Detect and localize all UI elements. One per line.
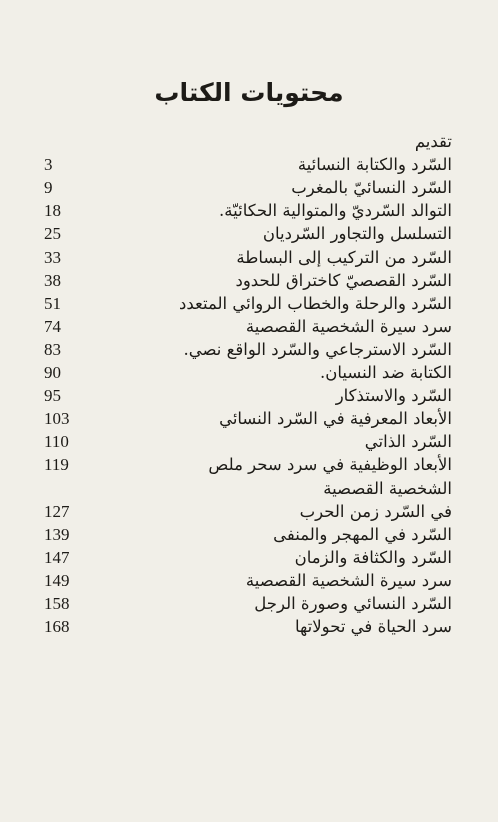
toc-entry-title: الأبعاد المعرفية في السّرد النسائي [219,409,452,429]
toc-page-number: 9 [44,178,53,198]
toc-entry-title: السّرد والكثافة والزمان [294,547,452,567]
toc-row [44,338,452,361]
toc-entry-title: تقديم [414,132,452,152]
toc-entry-title: السّرد والاستذكار [335,386,452,406]
toc-entry-title: في السّرد زمن الحرب [299,501,452,521]
toc-row [44,315,452,338]
toc-row [44,361,452,384]
toc-row [44,569,452,592]
toc-row [44,615,452,638]
toc-row [44,269,452,292]
toc-entry-title: التوالد السّرديّ والمتوالية الحكائيّة. [219,201,452,221]
toc-page-number: 168 [44,617,70,637]
toc-entry-title: التسلسل والتجاور السّرديان [262,224,452,244]
toc-row [44,407,452,430]
toc-page-number: 103 [44,409,70,429]
toc-row [44,199,452,222]
toc-page-number: 95 [44,386,61,406]
toc-page-number: 90 [44,363,61,383]
toc-entry-title: السّرد والكتابة النسائية [297,155,452,175]
toc-page-number: 3 [44,155,53,175]
toc-page-number: 149 [44,570,70,590]
toc-row [44,384,452,407]
toc-entry-title: السّرد والرحلة والخطاب الروائي المتعدد [179,293,452,313]
toc-page-number: 139 [44,524,70,544]
page-title: محتويات الكتاب [154,78,344,107]
toc-entry-title: الشخصية القصصية [323,478,452,498]
toc-entry-title: الأبعاد الوظيفية في سرد سحر ملص [208,455,452,475]
toc-row [44,430,452,453]
toc-row [44,546,452,569]
toc-entry-title: سرد سيرة الشخصية القصصية [245,570,452,590]
toc-page-number: 147 [44,547,70,567]
toc-row [44,245,452,268]
toc-page-number: 18 [44,201,61,221]
toc-row [44,453,452,476]
toc-page-number: 38 [44,270,61,290]
toc-row [44,153,452,176]
toc-page-number: 33 [44,247,61,267]
toc-row [44,222,452,245]
toc-row [44,523,452,546]
toc-page-number: 110 [44,432,69,452]
toc-page-number: 158 [44,593,70,613]
toc-entry-title: سرد سيرة الشخصية القصصية [245,316,452,336]
toc-page-number: 83 [44,339,61,359]
toc-row [44,476,452,499]
toc-row [44,130,452,153]
toc-entry-title: السّرد النسائي وصورة الرجل [254,593,452,613]
toc-row [44,592,452,615]
toc-row [44,176,452,199]
toc-entry-title: السّرد القصصيّ كاختراق للحدود [235,270,452,290]
toc-entry-title: سرد الحياة في تحولاتها [295,617,452,637]
toc-page-number: 25 [44,224,61,244]
toc-page-number: 119 [44,455,69,475]
toc-entry-title: الكتابة ضد النسيان. [319,363,452,383]
table-of-contents [44,130,452,638]
toc-entry-title: السّرد من التركيب إلى البساطة [236,247,452,267]
toc-page-number: 74 [44,316,61,336]
toc-entry-title: السّرد الاسترجاعي والسّرد الواقع نصي. [183,339,452,359]
toc-entry-title: السّرد في المهجر والمنفى [273,524,452,544]
toc-page-number: 127 [44,501,70,521]
toc-row [44,500,452,523]
toc-entry-title: السّرد النسائيّ بالمغرب [291,178,452,198]
toc-row [44,292,452,315]
toc-entry-title: السّرد الذاتي [364,432,452,452]
toc-page-number: 51 [44,293,61,313]
